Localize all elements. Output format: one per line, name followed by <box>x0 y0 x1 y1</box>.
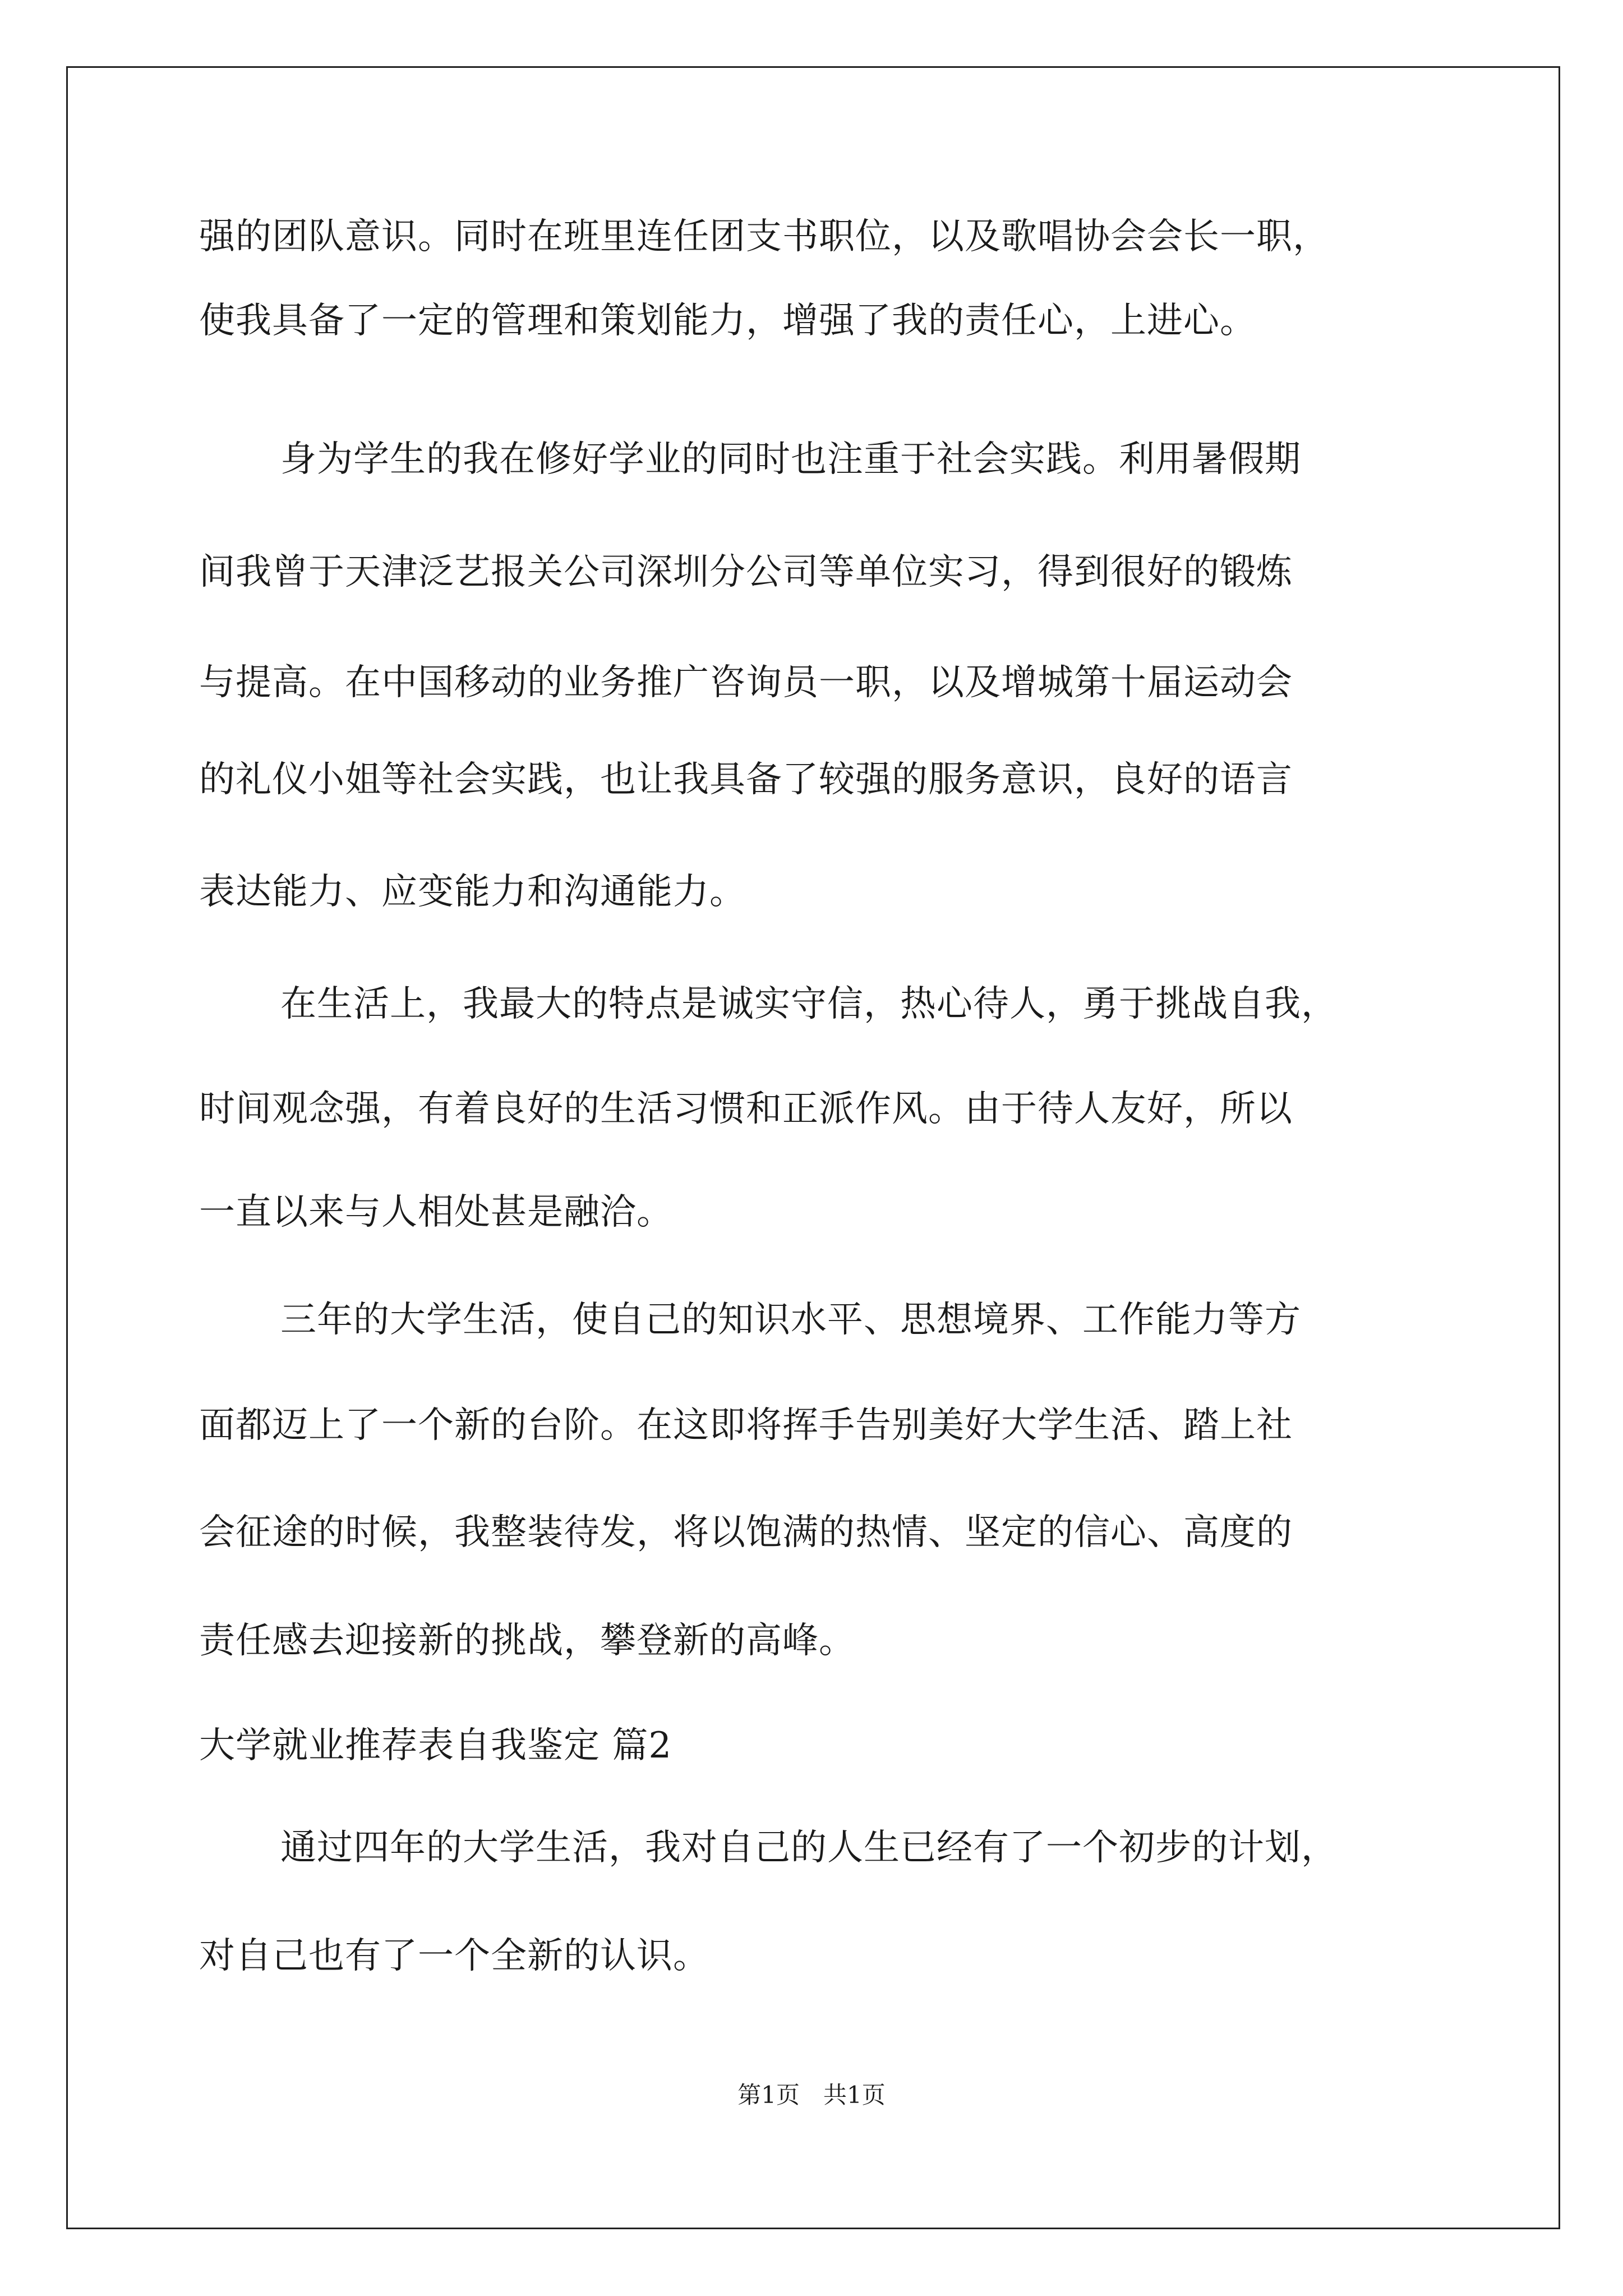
text-line: 身为学生的我在修好学业的同时也注重于社会实践。利用暑假期 <box>280 439 1301 480</box>
text-line: 与提高。在中国移动的业务推广咨询员一职，以及增城第十届运动会 <box>199 662 1293 703</box>
text-line: 面都迈上了一个新的台阶。在这即将挥手告别美好大学生活、踏上社 <box>199 1405 1293 1446</box>
text-line: 通过四年的大学生活，我对自己的人生已经有了一个初步的计划， <box>280 1827 1338 1869</box>
text-line: 强的团队意识。同时在班里连任团支书职位，以及歌唱协会会长一职， <box>199 216 1329 257</box>
text-line: 会征途的时候，我整装待发，将以饱满的热情、坚定的信心、高度的 <box>199 1512 1293 1553</box>
page-border <box>66 66 1560 2229</box>
text-line: 三年的大学生活，使自己的知识水平、思想境界、工作能力等方 <box>280 1299 1301 1341</box>
section-heading: 大学就业推荐表自我鉴定 篇2 <box>199 1725 672 1766</box>
text-line: 在生活上，我最大的特点是诚实守信，热心待人，勇于挑战自我， <box>280 983 1338 1025</box>
page-number-footer: 第1页 共1页 <box>737 2081 886 2109</box>
text-line: 间我曾于天津泛艺报关公司深圳分公司等单位实习，得到很好的锻炼 <box>199 551 1293 593</box>
text-line: 表达能力、应变能力和沟通能力。 <box>199 871 746 913</box>
text-line: 使我具备了一定的管理和策划能力，增强了我的责任心，上进心。 <box>199 300 1256 342</box>
text-line: 时间观念强，有着良好的生活习惯和正派作风。由于待人友好，所以 <box>199 1088 1293 1130</box>
text-line: 责任感去迎接新的挑战，攀登新的高峰。 <box>199 1620 855 1662</box>
text-line: 对自己也有了一个全新的认识。 <box>199 1935 709 1977</box>
text-line: 的礼仪小姐等社会实践，也让我具备了较强的服务意识，良好的语言 <box>199 759 1293 800</box>
text-line: 一直以来与人相处甚是融洽。 <box>199 1191 673 1233</box>
